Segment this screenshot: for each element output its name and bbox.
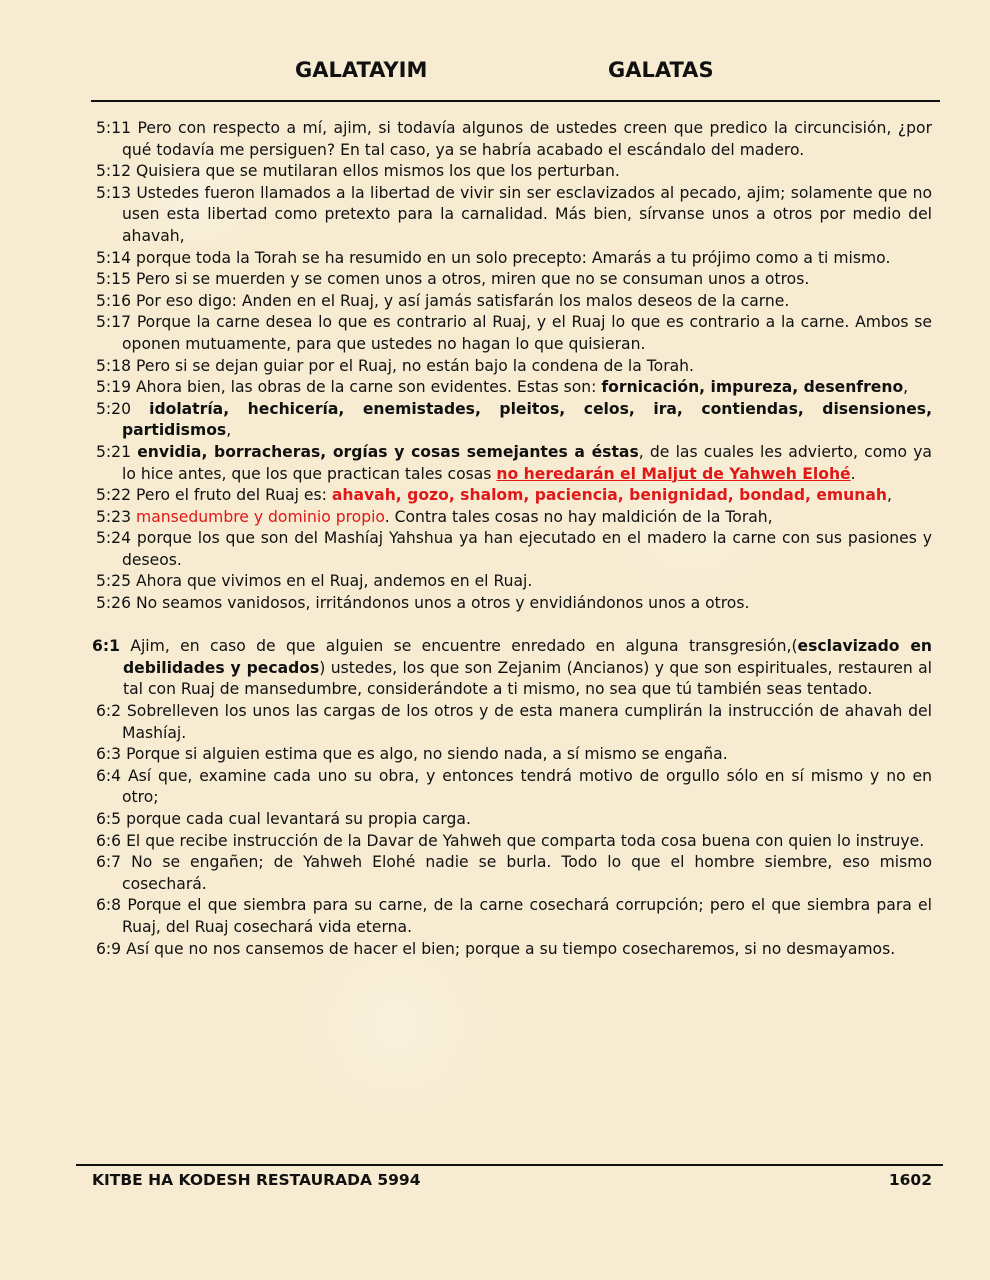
verse-6-6: 6:6 El que recibe instrucción de la Davar de Yahweh que comparta toda cosa buena con quien lo instruye.: [96, 831, 925, 850]
verse-6-7: 6:7 No se engañen; de Yahweh Elohé nadie se burla. Todo lo que el hombre siembre, eso mismo cosechará.: [96, 853, 932, 893]
page-header: [0, 58, 990, 90]
verse-5-23: 5:23 mansedumbre y dominio propio. Contra tales cosas no hay maldición de la Torah,: [96, 507, 773, 526]
verse-5-11: 5:11 Pero con respecto a mí, ajim, si todavía algunos de ustedes creen que predico la circuncisión, ¿por qué todavía me persiguen? En tal caso, ya se habría acabado el escándalo del madero.: [96, 119, 932, 159]
footer-divider: [76, 1164, 943, 1166]
verse-5-22: 5:22 Pero el fruto del Ruaj es: ahavah, gozo, shalom, paciencia, benignidad, bondad, emunah,: [96, 486, 892, 505]
verse-5-17: 5:17 Porque la carne desea lo que es contrario al Ruaj, y el Ruaj lo que es contrario a la carne. Ambos se oponen mutuamente, para que ustedes no hagan lo que quisieran.: [96, 313, 932, 353]
scripture-text: [92, 118, 933, 960]
verse-5-18: 5:18 Pero si se dejan guiar por el Ruaj, no están bajo la condena de la Torah.: [96, 356, 695, 375]
chapter-gap: [96, 615, 932, 637]
verse-6-3: 6:3 Porque si alguien estima que es algo, no siendo nada, a sí mismo se engaña.: [96, 745, 728, 764]
header-title-hebrew: GALATAYIM: [295, 58, 428, 82]
footer-book-title: KITBE HA KODESH RESTAURADA 5994: [92, 1171, 421, 1189]
verse-6-1: 6:1 Ajim, en caso de que alguien se encuentre enredado en alguna transgresión,(esclavizado en debilidades y pecados) ustedes, los que son Zejanim (Ancianos) y que son espirituales, restauren al tal con Ruaj de mansedumbre, considerándote a ti mismo, no sea que tú también seas tentado.: [92, 637, 933, 699]
verse-6-8: 6:8 Porque el que siembra para su carne, de la carne cosechará corrupción; pero el que siembra para el Ruaj, del Ruaj cosechará vida eterna.: [96, 896, 932, 936]
maljut-warning-link[interactable]: no heredarán el Maljut de Yahweh Elohé: [496, 464, 851, 483]
verse-5-13: 5:13 Ustedes fueron llamados a la libertad de vivir sin ser esclavizados al pecado, ajim; solamente que no usen esta libertad como pretexto para la carnalidad. Más bien, sírvanse unos a otros por medio del ahavah,: [96, 183, 932, 245]
verse-5-12: 5:12 Quisiera que se mutilaran ellos mismos los que los perturban.: [96, 162, 620, 181]
verse-5-24: 5:24 porque los que son del Mashíaj Yahshua ya han ejecutado en el madero la carne con sus pasiones y deseos.: [96, 529, 932, 569]
fruit-of-spirit-list: ahavah, gozo, shalom, paciencia, benignidad, bondad, emunah: [331, 486, 887, 505]
verse-6-9: 6:9 Así que no nos cansemos de hacer el bien; porque a su tiempo cosecharemos, si no desmayamos.: [96, 939, 896, 958]
verse-5-14: 5:14 porque toda la Torah se ha resumido en un solo precepto: Amarás a tu prójimo como a ti mismo.: [96, 248, 891, 267]
footer-page-number: 1602: [888, 1171, 932, 1189]
verse-5-19: 5:19 Ahora bien, las obras de la carne son evidentes. Estas son: fornicación, impureza, desenfreno,: [96, 378, 909, 397]
works-of-flesh-bold: fornicación, impureza, desenfreno: [601, 378, 904, 397]
verse-5-25: 5:25 Ahora que vivimos en el Ruaj, andemos en el Ruaj.: [96, 572, 533, 591]
verse-6-4: 6:4 Así que, examine cada uno su obra, y entonces tendrá motivo de orgullo sólo en sí mismo y no en otro;: [96, 766, 932, 807]
verse-5-21: 5:21 envidia, borracheras, orgías y cosas semejantes a éstas, de las cuales les advierto, como ya lo hice antes, que los que practican tales cosas no heredarán el Maljut de Yahweh Elohé.: [96, 442, 932, 483]
header-title-spanish: GALATAS: [608, 58, 714, 82]
verse-6-2: 6:2 Sobrelleven los unos las cargas de los otros y de esta manera cumplirán la instrucción de ahavah del Mashíaj.: [96, 702, 932, 742]
verse-5-20: 5:20 idolatría, hechicería, enemistades, pleitos, celos, ira, contiendas, disensiones, partidismos,: [96, 399, 932, 440]
verse-5-15: 5:15 Pero si se muerden y se comen unos a otros, miren que no se consuman unos a otros.: [96, 270, 810, 289]
header-divider: [91, 100, 940, 102]
verse-5-16: 5:16 Por eso digo: Anden en el Ruaj, y así jamás satisfarán los malos deseos de la carne.: [96, 291, 790, 310]
verse-6-5: 6:5 porque cada cual levantará su propia carga.: [96, 810, 471, 828]
verse-5-26: 5:26 No seamos vanidosos, irritándonos unos a otros y envidiándonos unos a otros.: [96, 594, 750, 613]
